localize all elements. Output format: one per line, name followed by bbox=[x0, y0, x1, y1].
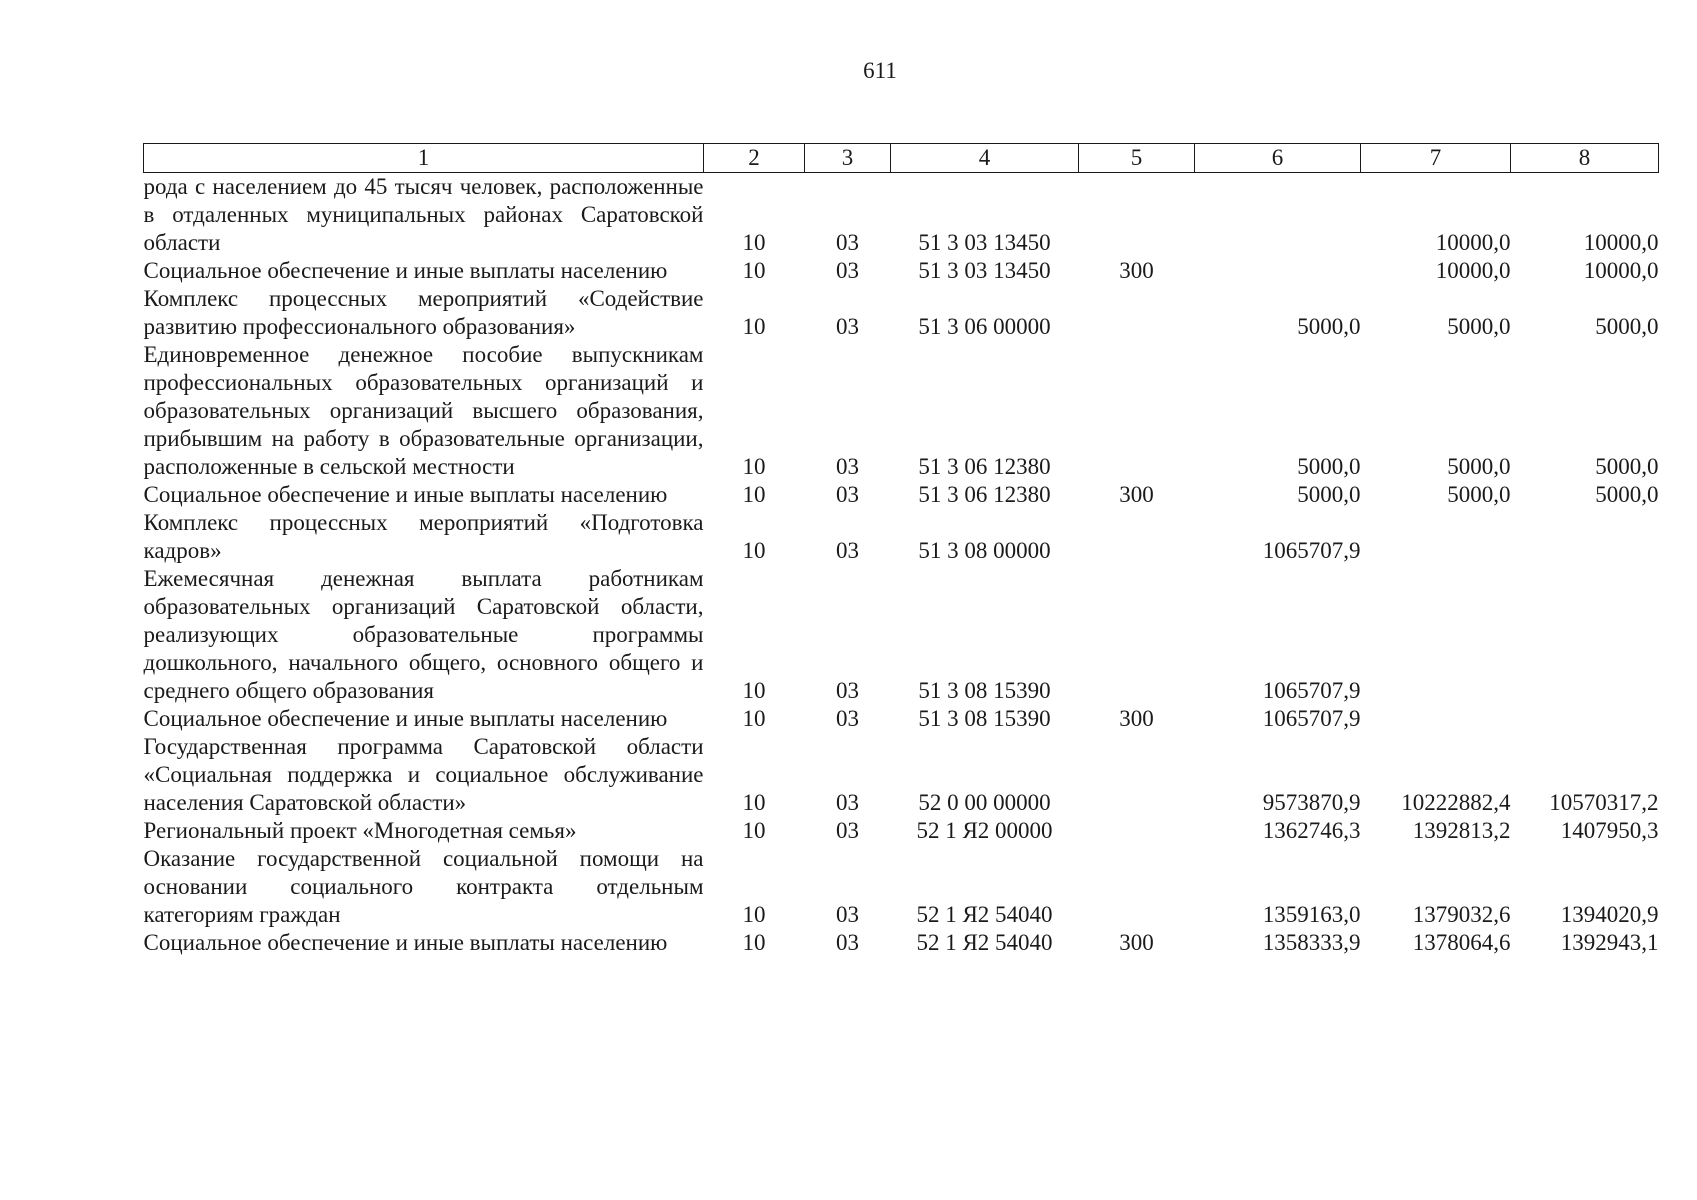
table-row bbox=[144, 481, 1659, 509]
row-target-code: 51 3 03 13450 bbox=[918, 258, 1051, 283]
row-description: Социальное обеспечение и иные выплаты населению bbox=[143, 482, 668, 507]
row-subsection: 03 bbox=[836, 482, 859, 507]
row-subsection: 03 bbox=[836, 258, 859, 283]
row-amount-1 bbox=[1195, 257, 1361, 285]
row-subsection: 03 bbox=[836, 454, 859, 479]
row-amount-1: 5000,0 bbox=[1297, 482, 1361, 507]
row-target-code: 51 3 08 00000 bbox=[918, 538, 1051, 563]
row-subsection: 03 bbox=[836, 818, 859, 843]
row-expense-type bbox=[1079, 565, 1195, 705]
row-amount-1: 1359163,0 bbox=[1262, 902, 1361, 927]
row-amount-1: 1362746,3 bbox=[1262, 818, 1361, 843]
table-row bbox=[144, 705, 1659, 733]
row-amount-2 bbox=[1361, 509, 1511, 565]
row-target-code: 52 0 00 00000 bbox=[918, 790, 1051, 815]
row-description: Комплекс процессных мероприятий «Содействие развитию профессионального образования» bbox=[143, 286, 704, 339]
row-expense-type: 300 bbox=[1119, 258, 1154, 283]
row-expense-type bbox=[1079, 733, 1195, 817]
table-row bbox=[144, 565, 1659, 705]
row-section: 10 bbox=[742, 230, 766, 255]
budget-table bbox=[143, 143, 1659, 957]
row-description: Социальное обеспечение и иные выплаты населению bbox=[143, 706, 668, 731]
table-row bbox=[144, 733, 1659, 817]
row-section: 10 bbox=[742, 706, 766, 731]
table-row bbox=[144, 845, 1659, 929]
header-row bbox=[144, 144, 1659, 173]
row-amount-3: 1392943,1 bbox=[1560, 930, 1659, 955]
row-subsection: 03 bbox=[836, 902, 859, 927]
column-header-1: 1 bbox=[144, 144, 704, 173]
row-target-code: 51 3 06 00000 bbox=[918, 314, 1051, 339]
row-amount-1: 1065707,9 bbox=[1262, 706, 1361, 731]
row-amount-2: 5000,0 bbox=[1447, 454, 1511, 479]
row-subsection: 03 bbox=[836, 230, 859, 255]
row-amount-1: 1065707,9 bbox=[1262, 538, 1361, 563]
row-amount-3 bbox=[1511, 565, 1659, 705]
row-description: Ежемесячная денежная выплата работникам образовательных организаций Саратовской области, реализующих образовательные программы дошкольного, начального общего, основного общего и среднего общего образования bbox=[143, 566, 704, 703]
row-subsection: 03 bbox=[836, 930, 859, 955]
row-amount-3: 10000,0 bbox=[1583, 258, 1659, 283]
row-amount-3 bbox=[1511, 705, 1659, 733]
row-amount-3: 1394020,9 bbox=[1560, 902, 1659, 927]
row-section: 10 bbox=[742, 314, 766, 339]
row-expense-type: 300 bbox=[1119, 706, 1154, 731]
row-amount-1: 9573870,9 bbox=[1262, 790, 1361, 815]
table-row bbox=[144, 257, 1659, 285]
row-expense-type: 300 bbox=[1119, 482, 1154, 507]
row-amount-1: 1358333,9 bbox=[1262, 930, 1361, 955]
row-section: 10 bbox=[742, 454, 766, 479]
table-row bbox=[144, 509, 1659, 565]
row-target-code: 51 3 03 13450 bbox=[918, 230, 1051, 255]
row-target-code: 52 1 Я2 00000 bbox=[916, 818, 1053, 843]
table-row bbox=[144, 817, 1659, 845]
row-description: рода с населением до 45 тысяч человек, расположенные в отдаленных муниципальных районах Саратовской области bbox=[143, 174, 704, 255]
row-section: 10 bbox=[742, 930, 766, 955]
row-expense-type bbox=[1079, 509, 1195, 565]
row-subsection: 03 bbox=[836, 790, 859, 815]
row-section: 10 bbox=[742, 482, 766, 507]
column-header-5: 5 bbox=[1079, 144, 1195, 173]
row-section: 10 bbox=[742, 678, 766, 703]
column-header-7: 7 bbox=[1361, 144, 1511, 173]
row-amount-2: 5000,0 bbox=[1447, 482, 1511, 507]
row-target-code: 51 3 08 15390 bbox=[918, 706, 1051, 731]
row-target-code: 52 1 Я2 54040 bbox=[916, 902, 1053, 927]
row-amount-3 bbox=[1511, 509, 1659, 565]
row-amount-3: 5000,0 bbox=[1595, 454, 1659, 479]
row-description: Социальное обеспечение и иные выплаты населению bbox=[143, 930, 668, 955]
row-amount-2: 10000,0 bbox=[1435, 230, 1511, 255]
row-amount-3: 5000,0 bbox=[1595, 314, 1659, 339]
row-amount-2: 1378064,6 bbox=[1412, 930, 1511, 955]
table-row bbox=[144, 285, 1659, 341]
table-row bbox=[144, 341, 1659, 481]
row-section: 10 bbox=[742, 258, 766, 283]
row-expense-type bbox=[1079, 173, 1195, 258]
row-subsection: 03 bbox=[836, 706, 859, 731]
row-amount-3: 10570317,2 bbox=[1549, 790, 1659, 815]
row-description: Единовременное денежное пособие выпускникам профессиональных образовательных организаций и образовательных организаций высшего образования, прибывшим на работу в образовательные организации, расположенные в сельской местности bbox=[143, 342, 704, 479]
row-expense-type: 300 bbox=[1119, 930, 1154, 955]
row-description: Социальное обеспечение и иные выплаты населению bbox=[143, 258, 668, 283]
row-amount-3: 5000,0 bbox=[1595, 482, 1659, 507]
row-description: Оказание государственной социальной помощи на основании социального контракта отдельным категориям граждан bbox=[143, 846, 704, 927]
column-header-6: 6 bbox=[1195, 144, 1361, 173]
row-expense-type bbox=[1079, 817, 1195, 845]
row-amount-1: 1065707,9 bbox=[1262, 678, 1361, 703]
row-target-code: 51 3 06 12380 bbox=[918, 454, 1051, 479]
row-section: 10 bbox=[742, 538, 766, 563]
table-row bbox=[144, 173, 1659, 258]
row-description: Региональный проект «Многодетная семья» bbox=[143, 818, 577, 843]
row-amount-1 bbox=[1195, 173, 1361, 258]
row-amount-1: 5000,0 bbox=[1297, 454, 1361, 479]
row-description: Комплекс процессных мероприятий «Подготовка кадров» bbox=[143, 510, 704, 563]
table-row bbox=[144, 929, 1659, 957]
row-subsection: 03 bbox=[836, 538, 859, 563]
row-amount-2 bbox=[1361, 705, 1511, 733]
row-expense-type bbox=[1079, 341, 1195, 481]
row-subsection: 03 bbox=[836, 678, 859, 703]
column-header-2: 2 bbox=[704, 144, 805, 173]
row-amount-2 bbox=[1361, 565, 1511, 705]
row-description: Государственная программа Саратовской области «Социальная поддержка и социальное обслуживание населения Саратовской области» bbox=[143, 734, 704, 815]
row-amount-2: 1392813,2 bbox=[1412, 818, 1511, 843]
row-amount-3: 1407950,3 bbox=[1560, 818, 1659, 843]
row-amount-2: 5000,0 bbox=[1447, 314, 1511, 339]
row-amount-2: 10222882,4 bbox=[1401, 790, 1511, 815]
page-number: 611 bbox=[863, 58, 897, 83]
row-amount-2: 10000,0 bbox=[1435, 258, 1511, 283]
row-target-code: 51 3 08 15390 bbox=[918, 678, 1051, 703]
column-header-8: 8 bbox=[1511, 144, 1659, 173]
row-amount-1: 5000,0 bbox=[1297, 314, 1361, 339]
column-header-3: 3 bbox=[805, 144, 891, 173]
row-amount-2: 1379032,6 bbox=[1412, 902, 1511, 927]
row-subsection: 03 bbox=[836, 314, 859, 339]
row-section: 10 bbox=[742, 818, 766, 843]
row-expense-type bbox=[1079, 285, 1195, 341]
row-section: 10 bbox=[742, 902, 766, 927]
column-header-4: 4 bbox=[891, 144, 1079, 173]
row-target-code: 52 1 Я2 54040 bbox=[916, 930, 1053, 955]
row-section: 10 bbox=[742, 790, 766, 815]
row-target-code: 51 3 06 12380 bbox=[918, 482, 1051, 507]
row-amount-3: 10000,0 bbox=[1583, 230, 1659, 255]
row-expense-type bbox=[1079, 845, 1195, 929]
